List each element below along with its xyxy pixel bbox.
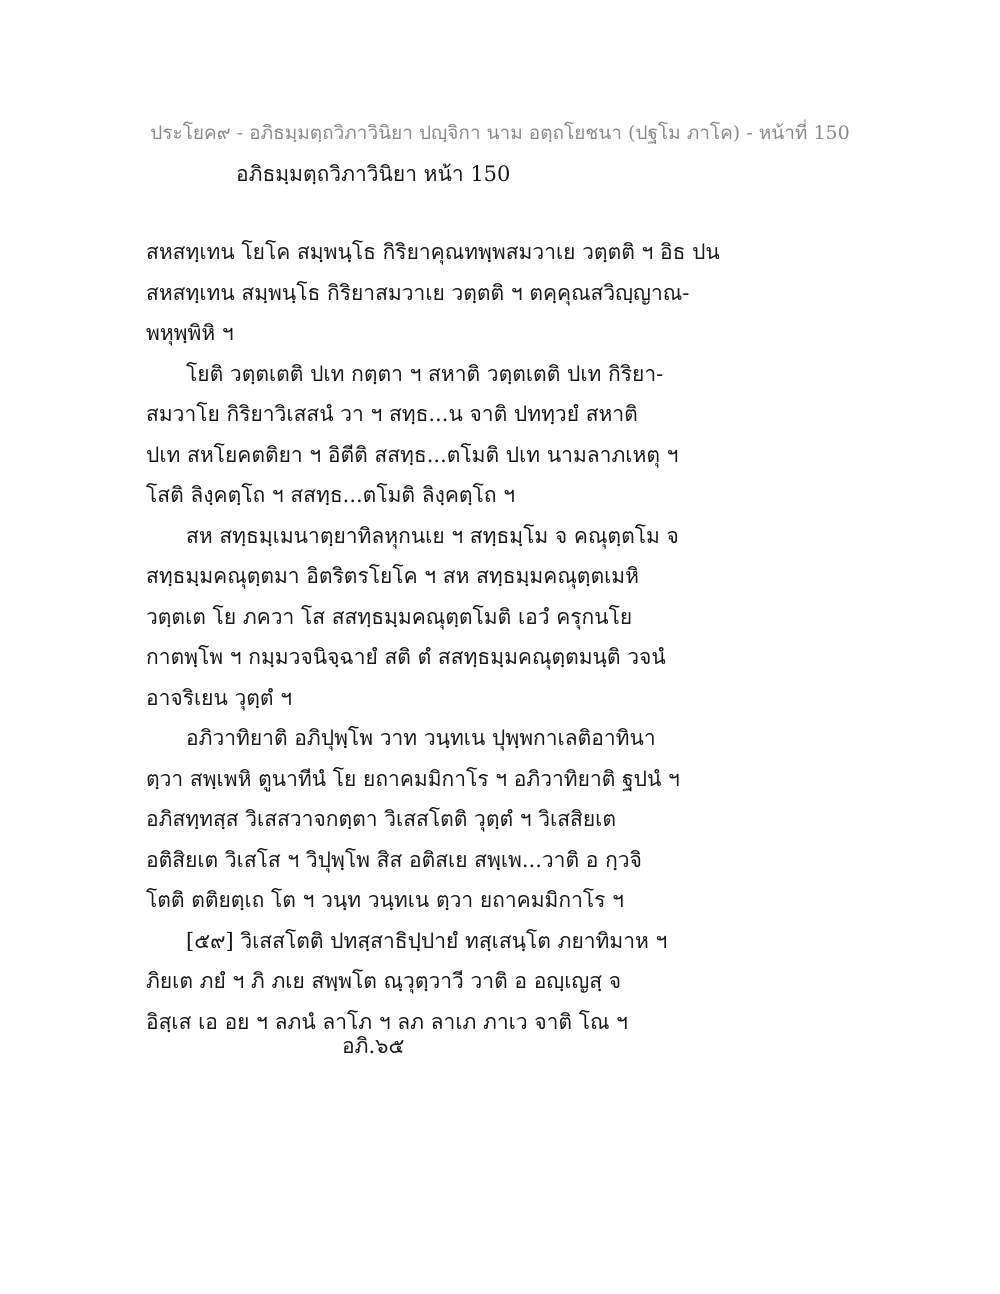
text-line: อาจริเยน วุตฺตํ ฯ xyxy=(146,685,293,710)
text-line: สหสทฺเทน สมฺพนฺโธ กิริยาสมวาเย วตฺตติ ฯ ตคฺคุณสวิญฺญาณ- xyxy=(146,280,690,305)
text-line: สมวาโย กิริยาวิเสสนํ วา ฯ สทฺธ...น จาติ ปททฺวยํ สหาติ xyxy=(146,402,638,426)
text-line: อติสิยเต วิเสโส ฯ วิปุพฺโพ สิส อติสเย สพฺเพ...วาติ อ กฺวจิ xyxy=(146,847,642,872)
text-line: สหสทฺเทน โยโค สมฺพนฺโธ กิริยาคุณทพฺพสมวาเย วตฺตติ ฯ อิธ ปน xyxy=(146,240,720,264)
text-line: โสติ ลิงฺคตฺโถ ฯ สสทฺธ...ตโมติ ลิงฺคตฺโถ ฯ xyxy=(146,483,516,507)
paragraph-start-line: โยติ วตฺตเตติ ปเท กตฺตา ฯ สหาติ วตฺตเตติ ปเท กิริยา- xyxy=(186,361,664,386)
text-line: กาตพฺโพ ฯ กมฺมวจนิจฺฉายํ สติ ตํ สสทฺธมฺมคณุตฺตมนฺติ วจนํ xyxy=(146,645,666,669)
page-title: อภิธมฺมตฺถวิภาวินิยา หน้า 150 xyxy=(236,162,511,186)
text-line: โตติ ตติยตฺเถ โต ฯ วนฺท วนฺทเน ตฺวา ยถาคมมิกาโร ฯ xyxy=(146,888,624,912)
text-line: สทฺธมฺมคณุตฺตมา อิตริตรโยโค ฯ สห สทฺธมฺมคณุตฺตเมหิ xyxy=(146,564,639,588)
body-text xyxy=(146,232,866,1042)
running-header: ประโยค๙ - อภิธมฺมตฺถวิภาวินิยา ปญฺจิกา นาม อตฺถโยชนา (ปฐโม ภาโค) - หน้าที่ 150 xyxy=(150,122,850,144)
paragraph-start-line: [๕๙] วิเสสโตติ ปทสฺสาธิปฺปายํ ทสฺเสนฺโต ภยาทิมาห ฯ xyxy=(186,928,668,953)
paragraph-start-line: อภิวาทิยาติ อภิปุพฺโพ วาท วนฺทเน ปุพฺพกาเลติอาทินา xyxy=(186,726,656,750)
text-line: อภิสทฺทสฺส วิเสสวาจกตฺตา วิเสสโตติ วุตฺตํ ฯ วิเสสิยเต xyxy=(146,807,616,831)
text-line: ตฺวา สพฺเพหิ ตูนาทีนํ โย ยถาคมมิกาโร ฯ อภิวาทิยาติ ฐปนํ ฯ xyxy=(146,766,680,791)
page-reference: อภิ.๖๕ xyxy=(342,1034,405,1058)
text-line: อิสฺเส เอ อย ฯ ลภนํ ลาโภ ฯ ลภ ลาเภ ภาเว จาติ โณ ฯ xyxy=(146,1009,628,1034)
text-line: ภิยเต ภยํ ฯ ภิ ภเย สพฺพโต ณฺวุตฺวาวี วาติ อ อญฺเญสฺ จ xyxy=(146,969,622,993)
text-line: พหุพฺพิหิ ฯ xyxy=(146,321,234,345)
text-line: ปเท สหโยคตติยา ฯ อิตีติ สสทฺธ...ตโมติ ปเท นามลาภเหตุ ฯ xyxy=(146,442,679,467)
text-line: วตฺตเต โย ภควา โส สสทฺธมฺมคณุตฺตโมติ เอวํ ครุกนโย xyxy=(146,604,633,629)
paragraph-start-line: สห สทฺธมฺเมนาตฺยาทิลหุกนเย ฯ สทฺธมฺโม จ คณุตฺตโม จ xyxy=(186,523,679,548)
